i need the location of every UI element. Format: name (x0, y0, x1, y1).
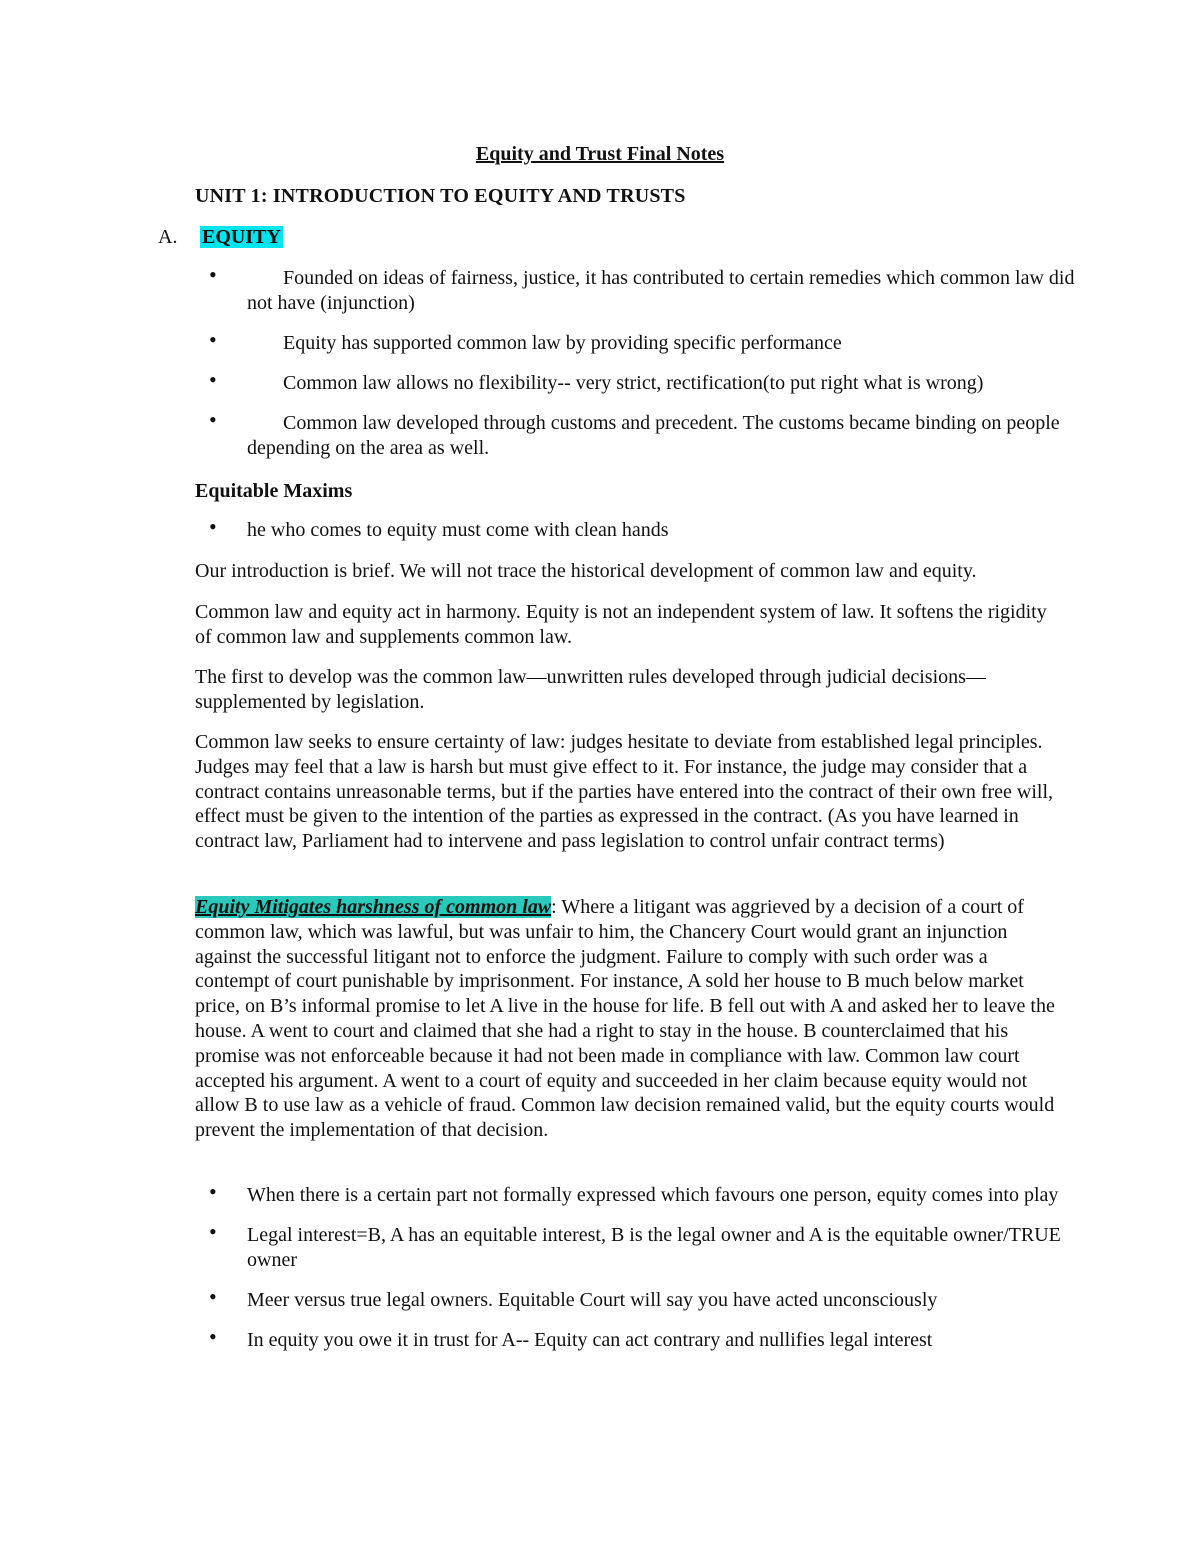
document-title: Equity and Trust Final Notes (475, 143, 725, 165)
equity-bullet-list (195, 262, 1075, 476)
list-item (195, 262, 1075, 316)
bullet-icon: • (209, 1324, 217, 1349)
final-bullet-list (195, 1179, 1075, 1368)
maxims-bullet-list (195, 514, 1075, 558)
bullet-icon: • (209, 407, 217, 432)
paragraph-mitigates (195, 895, 1065, 1143)
list-item-text: In equity you owe it in trust for A-- Equity can act contrary and nullifies legal interest (247, 1329, 933, 1351)
mitigates-highlight: Equity Mitigates harshness of common law (195, 896, 552, 918)
bullet-icon: • (209, 514, 217, 539)
bullet-icon: • (209, 367, 217, 392)
paragraph-certainty: Common law seeks to ensure certainty of law: judges hesitate to deviate from established legal principles. Judges may feel that a law is harsh but must give effect to it. For instance, the judge may consider that a contract contains unreasonable terms, but if the parties have entered into the contract of their own free will, effect must be given to the intention of the parties as expressed in the contract. (As you have learned in contract law, Parliament had to intervene and pass legislation to control unfair contract terms) (195, 731, 1054, 853)
list-item (195, 1324, 1075, 1353)
bullet-icon: • (209, 327, 217, 352)
maxims-heading: Equitable Maxims (195, 480, 353, 502)
list-item (195, 367, 1075, 396)
list-item-text: Legal interest=B, A has an equitable interest, B is the legal owner and A is the equitable owner/TRUE owner (247, 1224, 1061, 1271)
bullet-icon: • (209, 1179, 217, 1204)
list-item-text: Equity has supported common law by providing specific performance (283, 332, 842, 354)
list-item-text: When there is a certain part not formally expressed which favours one person, equity comes into play (247, 1184, 1059, 1206)
list-item (195, 1179, 1075, 1208)
list-item (195, 1219, 1075, 1273)
list-item (195, 327, 1075, 356)
mitigates-text: : Where a litigant was aggrieved by a decision of a court of common law, which was lawful, but was unfair to him, the Chancery Court would grant an injunction against the successful litigant not to enforce the judgment. Failure to comply with such order was a contempt of court punishable by imprisonment. For instance, A sold her house to B much below market price, on B’s informal promise to let A live in the house for life. B fell out with A and asked her to leave the house. A went to court and claimed that she had a right to stay in the house. B counterclaimed that his promise was not enforceable because it had not been made in compliance with law. Common law court accepted his argument. A went to a court of equity and succeeded in her claim because equity would not allow B to use law as a vehicle of fraud. Common law decision remained valid, but the equity courts would prevent the implementation of that decision. (195, 896, 1055, 1142)
list-item-text: Common law developed through customs and precedent. The customs became binding on people depending on the area as well. (247, 412, 1060, 459)
list-item-text: Common law allows no flexibility-- very strict, rectification(to put right what is wrong) (283, 372, 984, 394)
section-label-highlighted: EQUITY (202, 226, 281, 248)
unit-heading: UNIT 1: INTRODUCTION TO EQUITY AND TRUSTS (195, 185, 686, 207)
list-item-text: Founded on ideas of fairness, justice, it has contributed to certain remedies which common law did not have (injunction) (247, 267, 1075, 314)
list-item-text: Meer versus true legal owners. Equitable Court will say you have acted unconsciously (247, 1289, 938, 1311)
list-item (195, 1284, 1075, 1313)
paragraph-first-develop: The first to develop was the common law—unwritten rules developed through judicial decisions— supplemented by legislation. (195, 666, 986, 713)
bullet-icon: • (209, 1284, 217, 1309)
bullet-icon: • (209, 262, 217, 287)
paragraph-harmony: Common law and equity act in harmony. Equity is not an independent system of law. It softens the rigidity of common law and supplements common law. (195, 601, 1047, 648)
paragraph-introduction: Our introduction is brief. We will not trace the historical development of common law and equity. (195, 560, 977, 582)
list-item (195, 407, 1075, 461)
section-letter: A. (158, 226, 178, 248)
bullet-icon: • (209, 1219, 217, 1244)
list-item (195, 514, 1075, 543)
section-a-heading (158, 223, 283, 251)
list-item-text: he who comes to equity must come with clean hands (247, 519, 669, 541)
